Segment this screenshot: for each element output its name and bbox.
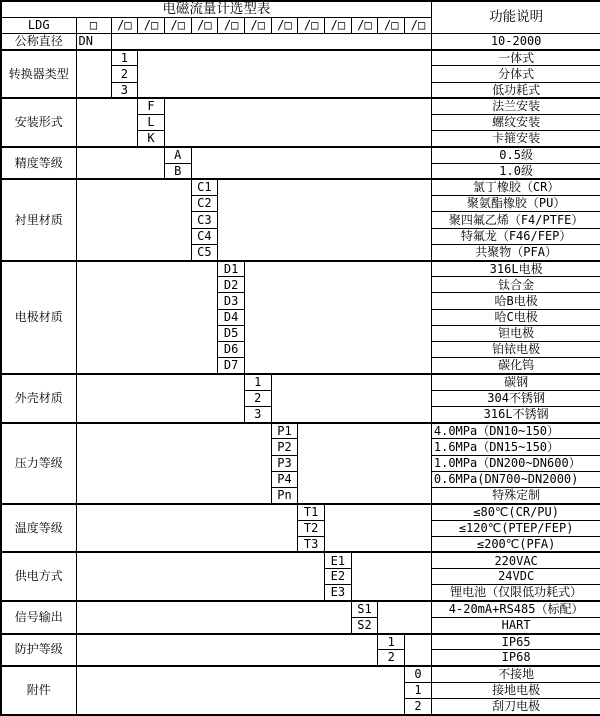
model-prefix: LDG — [1, 17, 76, 33]
option-desc: 1.0MPa（DN200~DN600） — [431, 455, 600, 471]
empty-cell — [76, 50, 111, 99]
option-desc: 一体式 — [431, 50, 600, 66]
section-label: 供电方式 — [1, 552, 76, 601]
empty-cell — [76, 634, 378, 666]
option-desc: 锂电池（仅限低功耗式） — [431, 585, 600, 601]
option-desc: 刮刀电极 — [431, 698, 600, 715]
option-desc: 共聚物（PFA） — [431, 244, 600, 260]
empty-cell — [191, 147, 431, 179]
model-slot-box: /□ — [218, 17, 245, 33]
option-desc: 碳化钨 — [431, 358, 600, 374]
option-desc: 304不锈钢 — [431, 390, 600, 406]
option-desc: 碳钢 — [431, 374, 600, 390]
model-digit-box: □ — [76, 17, 111, 33]
option-code: 0 — [405, 666, 432, 682]
option-desc: 卡箍安装 — [431, 131, 600, 147]
empty-cell — [138, 50, 432, 99]
option-desc: 法兰安装 — [431, 98, 600, 114]
section-label: 精度等级 — [1, 147, 76, 179]
empty-cell — [76, 601, 351, 633]
option-code: L — [138, 115, 165, 131]
option-code: B — [164, 163, 191, 179]
option-desc: 4.0MPa（DN10~150） — [431, 423, 600, 439]
empty-cell — [351, 552, 431, 601]
option-code: T3 — [298, 536, 325, 552]
option-code: C4 — [191, 228, 218, 244]
section-label: 电极材质 — [1, 261, 76, 375]
option-code: D1 — [218, 261, 245, 277]
option-desc: 接地电极 — [431, 682, 600, 698]
option-desc: 4-20mA+RS485（标配） — [431, 601, 600, 617]
option-code: D3 — [218, 293, 245, 309]
option-desc: 220VAC — [431, 552, 600, 568]
option-desc: 0.5级 — [431, 147, 600, 163]
function-column-header: 功能说明 — [431, 1, 600, 33]
option-code: C2 — [191, 196, 218, 212]
model-slot-box: /□ — [378, 17, 405, 33]
option-desc: 24VDC — [431, 569, 600, 585]
option-code: C3 — [191, 212, 218, 228]
option-desc: 铂铱电极 — [431, 342, 600, 358]
option-code: K — [138, 131, 165, 147]
model-slot-box: /□ — [111, 17, 138, 33]
option-desc: 316L不锈钢 — [431, 406, 600, 422]
option-code: F — [138, 98, 165, 114]
option-code: S1 — [351, 601, 378, 617]
empty-cell — [76, 374, 244, 423]
option-code: T2 — [298, 520, 325, 536]
option-code: 1 — [405, 682, 432, 698]
option-code: E2 — [325, 569, 352, 585]
empty-cell — [76, 179, 191, 260]
model-slot-box: /□ — [298, 17, 325, 33]
option-code: 3 — [111, 82, 138, 98]
empty-cell — [244, 261, 431, 375]
model-slot-box: /□ — [138, 17, 165, 33]
option-code: 1 — [378, 634, 405, 650]
option-code: S2 — [351, 617, 378, 633]
option-desc: 特殊定制 — [431, 488, 600, 504]
empty-cell — [271, 374, 431, 423]
empty-cell — [325, 504, 432, 553]
option-desc: 钛合金 — [431, 277, 600, 293]
option-desc: 哈C电极 — [431, 309, 600, 325]
option-code: D7 — [218, 358, 245, 374]
option-desc: 316L电极 — [431, 261, 600, 277]
option-code: 2 — [405, 698, 432, 715]
model-slot-box: /□ — [351, 17, 378, 33]
model-slot-box: /□ — [405, 17, 432, 33]
option-desc: 特氟龙（F46/FEP） — [431, 228, 600, 244]
section-label: 转换器类型 — [1, 50, 76, 99]
empty-cell — [76, 98, 138, 147]
empty-cell — [378, 601, 432, 633]
section-label: 温度等级 — [1, 504, 76, 553]
option-code: P2 — [271, 439, 298, 455]
section-label: 防护等级 — [1, 634, 76, 666]
option-code: D2 — [218, 277, 245, 293]
section-label: 附件 — [1, 666, 76, 715]
option-desc: ≤200℃(PFA) — [431, 536, 600, 552]
option-desc: 1.0级 — [431, 163, 600, 179]
model-slot-box: /□ — [325, 17, 352, 33]
option-code: Pn — [271, 488, 298, 504]
option-code: C1 — [191, 179, 218, 195]
empty-cell — [76, 552, 325, 601]
empty-cell — [298, 423, 432, 504]
option-desc: 氯丁橡胶（CR） — [431, 179, 600, 195]
option-desc: IP68 — [431, 650, 600, 666]
option-desc: ≤80℃(CR/PU) — [431, 504, 600, 520]
section-label: 安装形式 — [1, 98, 76, 147]
option-desc: 10-2000 — [431, 33, 600, 49]
option-code: D5 — [218, 325, 245, 341]
empty-cell — [164, 98, 431, 147]
section-label: 信号输出 — [1, 601, 76, 633]
option-code: DN — [76, 33, 111, 49]
option-desc: 1.6MPa（DN15~150） — [431, 439, 600, 455]
model-slot-box: /□ — [271, 17, 298, 33]
empty-cell — [111, 33, 431, 49]
option-code: 2 — [244, 390, 271, 406]
option-code: C5 — [191, 244, 218, 260]
section-label: 外壳材质 — [1, 374, 76, 423]
option-desc: 聚氨酯橡胶（PU） — [431, 196, 600, 212]
empty-cell — [76, 423, 271, 504]
empty-cell — [218, 179, 432, 260]
section-label: 公称直径 — [1, 33, 76, 49]
empty-cell — [76, 504, 298, 553]
empty-cell — [76, 261, 218, 375]
option-code: P1 — [271, 423, 298, 439]
option-desc: 0.6MPa(DN700~DN2000) — [431, 471, 600, 487]
option-code: D4 — [218, 309, 245, 325]
section-label: 压力等级 — [1, 423, 76, 504]
option-code: 1 — [111, 50, 138, 66]
option-desc: ≤120℃(PTEP/FEP) — [431, 520, 600, 536]
selection-table-body — [1, 1, 600, 715]
option-desc: 哈B电极 — [431, 293, 600, 309]
empty-cell — [405, 634, 432, 666]
option-desc: 钽电极 — [431, 325, 600, 341]
option-code: P4 — [271, 471, 298, 487]
section-label: 衬里材质 — [1, 179, 76, 260]
model-slot-box: /□ — [164, 17, 191, 33]
option-desc: IP65 — [431, 634, 600, 650]
option-code: T1 — [298, 504, 325, 520]
option-code: 2 — [378, 650, 405, 666]
model-slot-box: /□ — [191, 17, 218, 33]
option-code: 3 — [244, 406, 271, 422]
option-code: P3 — [271, 455, 298, 471]
empty-cell — [76, 666, 405, 715]
option-code: 2 — [111, 66, 138, 82]
empty-cell — [76, 147, 164, 179]
table-title: 电磁流量计选型表 — [1, 1, 431, 17]
option-desc: 低功耗式 — [431, 82, 600, 98]
option-code: 1 — [244, 374, 271, 390]
option-desc: 分体式 — [431, 66, 600, 82]
option-code: E3 — [325, 585, 352, 601]
option-code: D6 — [218, 342, 245, 358]
option-code: A — [164, 147, 191, 163]
model-slot-box: /□ — [244, 17, 271, 33]
option-desc: 螺纹安装 — [431, 115, 600, 131]
option-desc: 聚四氟乙烯（F4/PTFE） — [431, 212, 600, 228]
option-desc: 不接地 — [431, 666, 600, 682]
option-code: E1 — [325, 552, 352, 568]
option-desc: HART — [431, 617, 600, 633]
